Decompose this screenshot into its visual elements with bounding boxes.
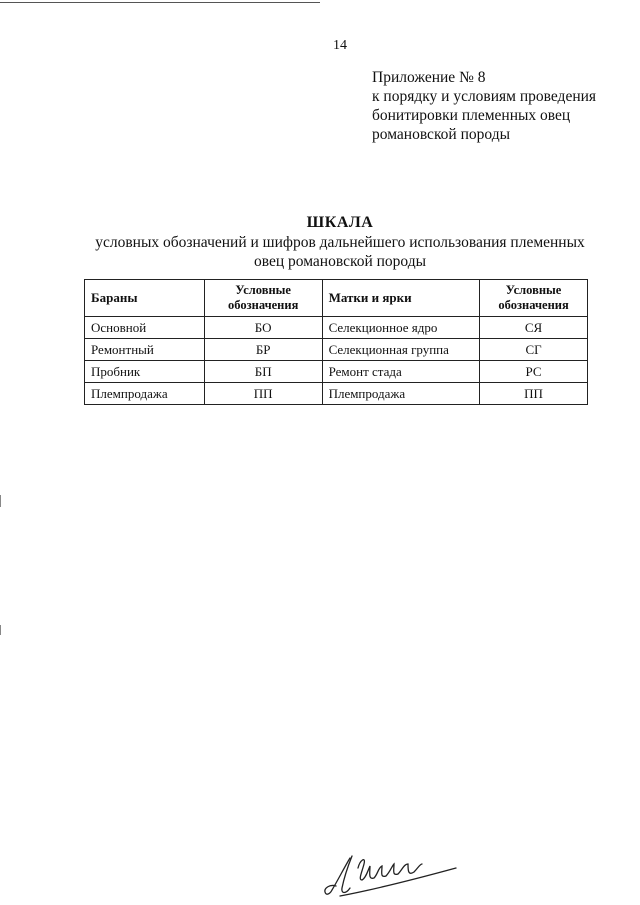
ram-code-cell: ПП	[204, 383, 322, 405]
appendix-line: Приложение № 8	[372, 69, 486, 86]
appendix-line: бонитировки племенных овец	[372, 107, 571, 124]
ewe-cell: Селекционное ядро	[322, 317, 480, 339]
table-row	[85, 317, 588, 339]
table-row	[85, 339, 588, 361]
page-number: 14	[333, 38, 347, 53]
codes-table	[84, 279, 588, 405]
margin-mark	[0, 495, 1, 507]
header-text: Условные	[505, 283, 562, 297]
top-rule	[0, 2, 320, 3]
handwritten-signature	[322, 850, 462, 902]
header-codes-left	[204, 280, 322, 317]
header-rams: Бараны	[85, 280, 205, 317]
ewe-code-cell: СГ	[480, 339, 588, 361]
document-subtitle	[0, 233, 640, 271]
ewe-cell: Селекционная группа	[322, 339, 480, 361]
margin-mark	[0, 625, 1, 635]
header-text: обозначения	[228, 298, 299, 312]
header-text: обозначения	[498, 298, 569, 312]
subtitle-line: условных обозначений и шифров дальнейшего использования племенных	[95, 234, 585, 251]
document-title: ШКАЛА	[306, 214, 374, 231]
ewe-code-cell: РС	[480, 361, 588, 383]
ram-cell: Племпродажа	[85, 383, 205, 405]
table-row	[85, 361, 588, 383]
ram-cell: Ремонтный	[85, 339, 205, 361]
appendix-line: романовской породы	[372, 126, 511, 143]
appendix-line: к порядку и условиям проведения	[372, 88, 597, 105]
ram-code-cell: БП	[204, 361, 322, 383]
ewe-cell: Племпродажа	[322, 383, 480, 405]
table-header-row	[85, 280, 588, 317]
ram-code-cell: БР	[204, 339, 322, 361]
subtitle-line: овец романовской породы	[253, 253, 427, 270]
table-row	[85, 383, 588, 405]
appendix-note	[372, 68, 596, 144]
header-ewes: Матки и ярки	[322, 280, 480, 317]
ewe-code-cell: ПП	[480, 383, 588, 405]
header-codes-right	[480, 280, 588, 317]
ram-cell: Пробник	[85, 361, 205, 383]
ewe-cell: Ремонт стада	[322, 361, 480, 383]
ewe-code-cell: СЯ	[480, 317, 588, 339]
header-text: Условные	[235, 283, 291, 297]
ram-code-cell: БО	[204, 317, 322, 339]
ram-cell: Основной	[85, 317, 205, 339]
